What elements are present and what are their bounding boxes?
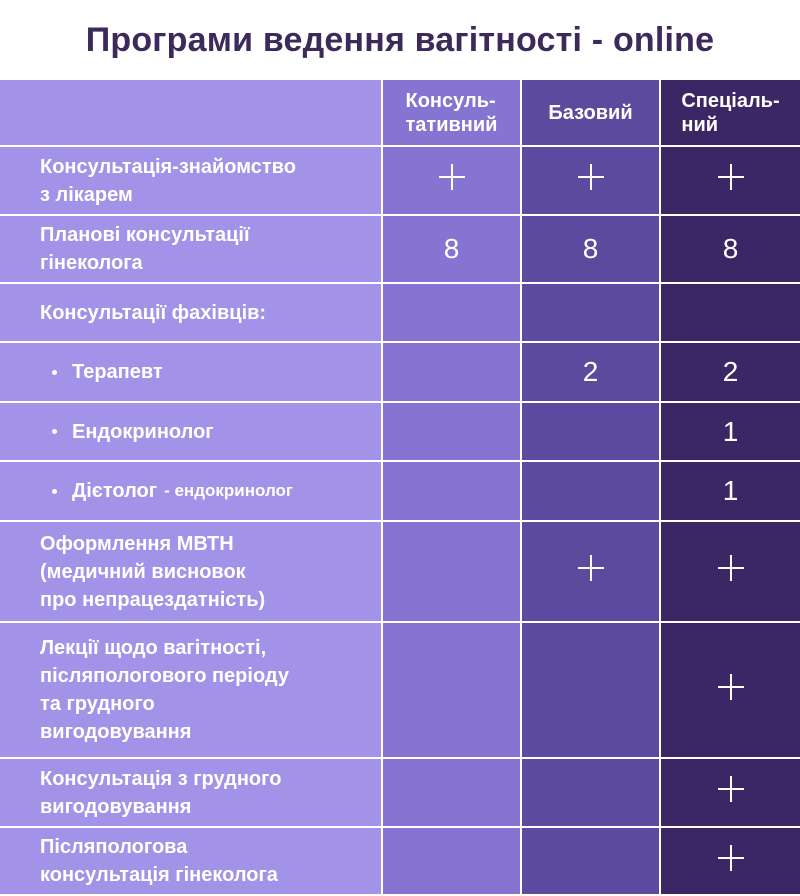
plus-icon [578, 555, 604, 581]
plus-icon [439, 164, 465, 190]
cell-consultative [383, 623, 522, 759]
row-label: Планові консультації гінеколога [40, 224, 250, 274]
cell-special [661, 343, 800, 403]
page-title: Програми ведення вагітності - online [85, 20, 715, 59]
plus-icon [718, 164, 744, 190]
row-label: Консультація-знайомство з лікарем [40, 155, 296, 206]
plus-icon [718, 776, 744, 802]
cell-special [661, 403, 800, 462]
cell-basic [522, 284, 661, 343]
cell-value: 8 [443, 233, 460, 264]
cell-value: 2 [722, 356, 739, 387]
bullet-item [0, 477, 381, 505]
row-label-cell [0, 403, 383, 462]
cell-special [661, 828, 800, 896]
row-label-cell [0, 759, 383, 828]
cell-basic [522, 759, 661, 828]
cell-special [661, 284, 800, 343]
header-row [0, 80, 800, 147]
cell-special [661, 147, 800, 216]
row-label: Дієтолог [72, 480, 158, 502]
cell-basic [522, 828, 661, 896]
bullet-icon [52, 370, 57, 375]
cell-special [661, 759, 800, 828]
table-row [0, 759, 800, 828]
cell-consultative [383, 462, 522, 522]
cell-consultative [383, 284, 522, 343]
bullet-item [0, 358, 381, 386]
cell-consultative [383, 522, 522, 623]
cell-consultative [383, 147, 522, 216]
cell-basic [522, 623, 661, 759]
cell-consultative [383, 759, 522, 828]
row-label: Ендокринолог [72, 420, 214, 443]
plus-icon [718, 674, 744, 700]
table-row [0, 216, 800, 284]
row-label: Оформлення МВТН (медичний висновок про непрацездатність) [40, 532, 266, 611]
table-row [0, 284, 800, 343]
table-row [0, 462, 800, 522]
cell-basic [522, 216, 661, 284]
cell-basic [522, 462, 661, 522]
cell-basic [522, 522, 661, 623]
row-label-cell [0, 284, 383, 343]
row-label-cell [0, 216, 383, 284]
cell-value: 2 [582, 356, 599, 387]
row-label-cell [0, 462, 383, 522]
cell-basic [522, 147, 661, 216]
column-header-consultative-label: Консуль- тативний [405, 89, 498, 136]
table-row [0, 147, 800, 216]
bullet-item [0, 418, 381, 446]
plus-icon [718, 555, 744, 581]
row-label: Лекції щодо вагітності, післяпологового періоду та грудного вигодовування [40, 637, 289, 743]
cell-value: 8 [722, 233, 739, 264]
bullet-icon [52, 489, 57, 494]
cell-consultative [383, 403, 522, 462]
table-row [0, 623, 800, 759]
cell-basic [522, 343, 661, 403]
cell-special [661, 462, 800, 522]
cell-value: 8 [582, 233, 599, 264]
row-label-cell [0, 623, 383, 759]
plus-icon [578, 164, 604, 190]
column-header-basic [522, 80, 661, 147]
row-label: Консультації фахівців: [40, 301, 267, 324]
cell-special [661, 216, 800, 284]
column-header-consultative [383, 80, 522, 147]
bullet-icon [52, 429, 57, 434]
row-label-cell [0, 522, 383, 623]
plus-icon [718, 845, 744, 871]
row-label-suffix: - ендокринолог [164, 481, 293, 500]
cell-value: 1 [722, 415, 739, 447]
column-header-special [661, 80, 800, 147]
row-label-cell [0, 343, 383, 403]
row-label: Післяпологова консультація гінеколога [40, 836, 278, 886]
row-label-cell [0, 828, 383, 896]
row-label-cell [0, 147, 383, 216]
table-row [0, 522, 800, 623]
cell-value: 1 [722, 475, 739, 506]
programs-table [0, 80, 800, 896]
table-row [0, 828, 800, 896]
table-row [0, 343, 800, 403]
cell-special [661, 522, 800, 623]
row-label: Терапевт [72, 361, 163, 383]
cell-consultative [383, 828, 522, 896]
column-header-basic-label: Базовий [548, 101, 633, 124]
header-empty-cell [0, 80, 383, 147]
cell-special [661, 623, 800, 759]
cell-consultative [383, 343, 522, 403]
row-label: Консультація з грудного вигодовування [40, 767, 282, 818]
table-row [0, 403, 800, 462]
cell-consultative [383, 216, 522, 284]
column-header-special-label: Спеціаль- ний [681, 89, 780, 136]
cell-basic [522, 403, 661, 462]
